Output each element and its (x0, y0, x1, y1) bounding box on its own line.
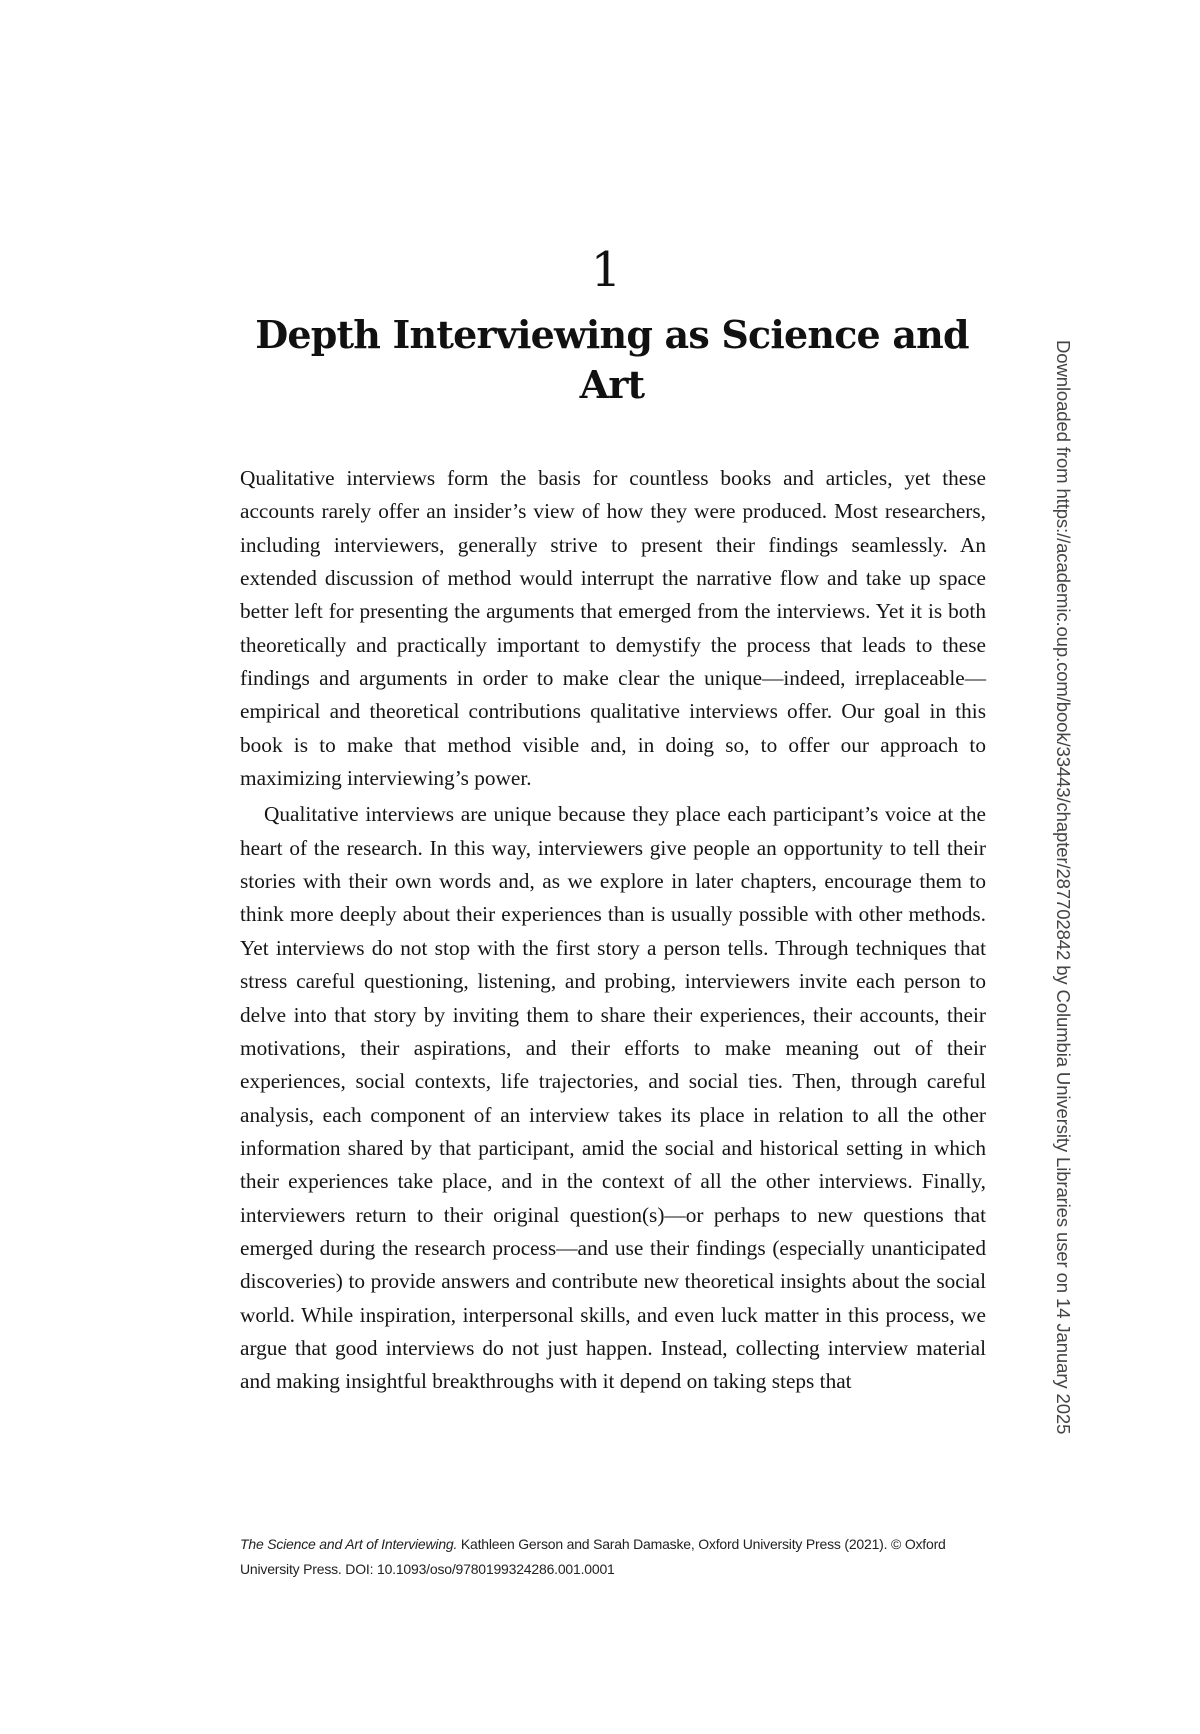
chapter-number: 1 (590, 242, 622, 298)
footnote-citation: Kathleen Gerson and Sarah Damaske, Oxford University Press (2021). © Oxford University Press. DOI: 10.1093/oso/9780199324286.001.0001 (240, 1536, 946, 1577)
footnote-book-title: The Science and Art of Interviewing. (240, 1536, 458, 1552)
paragraph-2: Qualitative interviews are unique because they place each participant’s voice at the heart of the research. In this way, interviewers give people an opportunity to tell their stories with their own words and, as we explore in later chapters, encourage them to think more deeply about their experiences than is usually possible with other methods. Yet interviews do not stop with the first story a person tells. Through techniques that stress careful questioning, listening, and probing, interviewers invite each person to delve into that story by inviting them to share their experiences, their accounts, their motivations, their aspirations, and their efforts to make meaning out of their experiences, social contexts, life trajectories, and social ties. Then, through careful analysis, each component of an interview takes its place in relation to all the other information shared by that participant, amid the social and historical setting in which their experiences take place, and in the context of all the other interviews. Finally, interviewers return to their original question(s)—or perhaps to new questions that emerged during the research process—and use their findings (especially unanticipated discoveries) to provide answers and contribute new theoretical insights about the social world. While inspiration, interpersonal skills, and even luck matter in this process, we argue that good interviews do not just happen. Instead, collecting interview material and making insightful breakthroughs with it depend on taking steps that (240, 802, 986, 1394)
download-stamp: Downloaded from https://academic.oup.com/book/33443/chapter/287702842 by Columbia University Libraries user on 14 January 2025 (1053, 340, 1074, 1435)
chapter-body (240, 462, 986, 1399)
chapter-title: Depth Interviewing as Science and Art (255, 312, 969, 407)
paragraph-1: Qualitative interviews form the basis for countless books and articles, yet these accounts rarely offer an insider’s view of how they were produced. Most researchers, including interviewers, generally strive to present their findings seamlessly. An extended discussion of method would interrupt the narrative flow and take up space better left for presenting the arguments that emerged from the interviews. Yet it is both theoretically and practically important to demystify the process that leads to these findings and arguments in order to make clear the unique—indeed, irreplaceable—empirical and theoretical contributions qualitative interviews offer. Our goal in this book is to make that method visible and, in doing so, to offer our approach to maximizing interviewing’s power. (240, 466, 986, 791)
citation-footnote (240, 1532, 980, 1582)
